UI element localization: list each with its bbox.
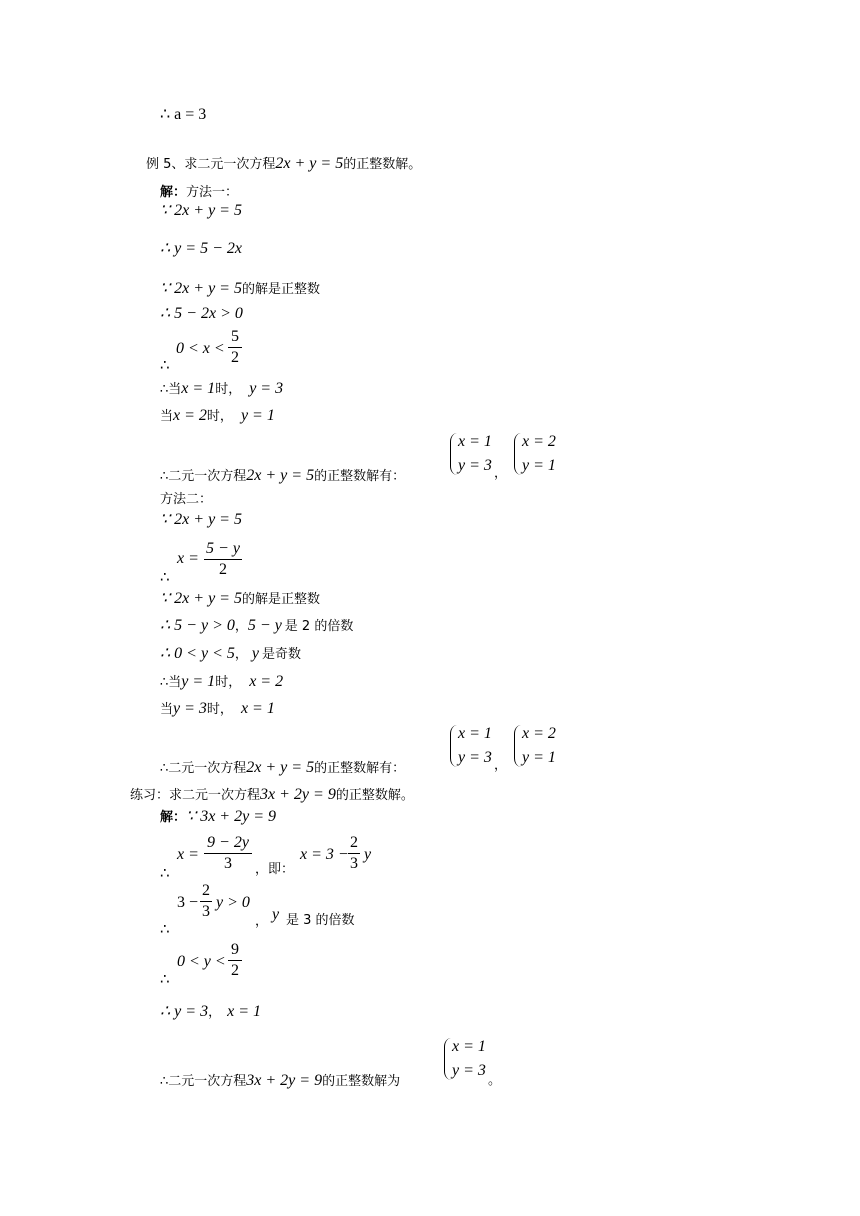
therefore-symbol: ∴	[160, 356, 170, 374]
fraction-bar	[348, 853, 360, 854]
left-brace	[450, 433, 457, 475]
fraction-bar	[204, 853, 252, 854]
fraction-numerator: 2	[202, 882, 210, 899]
system-row-2: y = 3	[452, 1062, 486, 1079]
example-5-prefix: 例 5、求二元一次方程	[146, 157, 276, 172]
m1-step-c-equation: ∵ 2x + y = 5	[160, 280, 242, 297]
practice-step-b-fraction	[204, 834, 252, 873]
line-a-equals-3: ∴ a = 3	[160, 106, 207, 123]
m2-step-g-prefix: 当	[160, 702, 174, 717]
m1-step-f-prefix: ∴当	[160, 382, 182, 397]
m2-conclusion	[160, 759, 405, 778]
m2-step-f-result: x = 2	[249, 673, 284, 690]
m2-step-d-inequality: ∴ 5 − y > 0	[160, 617, 235, 634]
fraction-numerator: 9 − 2y	[207, 834, 249, 851]
m1-step-f-mid: 时，	[215, 382, 242, 397]
m2-step-g-result: x = 1	[240, 700, 275, 717]
practice-conclusion	[160, 1072, 400, 1091]
m2-step-f	[160, 673, 283, 692]
m1-step-f-condition: x = 1	[181, 380, 216, 397]
method-two-label: 方法二：	[160, 492, 213, 507]
m1-step-f-result: y = 3	[249, 380, 284, 397]
m2-step-g-mid: 时，	[206, 702, 233, 717]
fraction-denominator: 2	[231, 962, 239, 979]
therefore-symbol: ∴	[160, 568, 170, 586]
practice-step-b-left: x =	[177, 846, 199, 863]
system-row-1: x = 1	[452, 1038, 486, 1055]
system-row-1: x = 1	[458, 433, 492, 450]
system-row-2: y = 1	[522, 749, 556, 766]
m2-step-e-variable: y	[251, 645, 259, 662]
m2-step-e-text: 是奇数	[262, 647, 302, 662]
practice-step-e-mid: ，	[208, 1005, 222, 1020]
system-row-2: y = 3	[458, 457, 492, 474]
m1-step-b: ∴ y = 5 − 2x	[160, 240, 242, 257]
m2-conclusion-prefix: ∴二元一次方程	[160, 761, 247, 776]
m2-conclusion-text: 的正整数解有：	[314, 761, 406, 776]
practice-heading	[130, 786, 414, 805]
m1-step-c-text: 的解是正整数	[241, 282, 320, 297]
m1-step-c	[160, 280, 320, 299]
solution-label: 解：	[160, 185, 187, 200]
m2-step-b-left: x =	[177, 550, 199, 567]
m2-step-d	[160, 617, 353, 636]
practice-step-c-text: 是 3 的倍数	[286, 913, 355, 928]
m1-step-g-result: y = 1	[240, 407, 275, 424]
fraction-numerator: 2	[350, 834, 358, 851]
left-brace	[514, 433, 521, 475]
example-5-equation: 2x + y = 5	[275, 155, 344, 172]
system-row-2: y = 1	[522, 457, 556, 474]
practice-conclusion-prefix: ∴二元一次方程	[160, 1074, 247, 1089]
practice-suffix: 的正整数解。	[335, 788, 414, 803]
m2-step-c	[160, 590, 320, 609]
m2-step-f-prefix: ∴当	[160, 675, 182, 690]
fraction-bar	[200, 901, 212, 902]
m1-step-a: ∵ 2x + y = 5	[160, 202, 242, 219]
practice-conclusion-text: 的正整数解为	[322, 1074, 401, 1089]
practice-step-e-result: x = 1	[227, 1003, 261, 1020]
system-row-1: x = 2	[522, 725, 556, 742]
solution-label: 解：	[160, 810, 187, 825]
practice-step-b2-right: y	[364, 846, 372, 863]
practice-step-c-variable: y	[272, 906, 280, 923]
m2-conclusion-equation: 2x + y = 5	[246, 759, 315, 776]
system-row-1: x = 1	[458, 725, 492, 742]
practice-prefix: 练习：求二元一次方程	[130, 788, 261, 803]
fraction-numerator: 5 − y	[206, 540, 240, 557]
fraction-denominator: 3	[224, 855, 232, 872]
practice-step-b2-left: x = 3 −	[300, 846, 349, 863]
m2-step-c-equation: ∵ 2x + y = 5	[160, 590, 242, 607]
therefore-symbol: ∴	[160, 970, 170, 988]
fraction-bar	[228, 347, 242, 348]
fraction-numerator: 5	[231, 328, 239, 345]
m1-step-g-condition: x = 2	[173, 407, 207, 424]
practice-step-e	[160, 1003, 261, 1022]
practice-step-c-left: 3 −	[177, 894, 199, 911]
m2-step-c-text: 的解是正整数	[241, 592, 320, 607]
m1-step-g	[160, 407, 275, 426]
therefore-symbol: ∴	[160, 864, 170, 882]
method-one-label: 方法一：	[186, 185, 239, 200]
m2-step-e-mid: ，	[234, 647, 248, 662]
m2-step-g-condition: y = 3	[173, 700, 207, 717]
m1-step-e-fraction	[228, 328, 242, 367]
practice-step-c-right: y > 0	[216, 894, 250, 911]
m2-step-f-condition: y = 1	[181, 673, 216, 690]
m2-step-e	[160, 645, 301, 664]
m1-step-f	[160, 380, 283, 399]
solution-method-one	[160, 183, 238, 202]
example-5-heading	[146, 155, 421, 174]
m1-conclusion-text: 的正整数解有：	[314, 469, 406, 484]
m2-step-d-expression: 5 − y	[247, 617, 282, 634]
m2-step-d-mid: ，	[234, 619, 248, 634]
comma: ，	[494, 466, 508, 481]
system-row-1: x = 2	[522, 433, 556, 450]
period: 。	[488, 1073, 502, 1088]
m1-conclusion-equation: 2x + y = 5	[246, 467, 315, 484]
practice-step-a	[160, 808, 276, 827]
m2-step-a: ∵ 2x + y = 5	[160, 511, 242, 528]
practice-step-b2-fraction	[348, 834, 360, 873]
m2-step-g	[160, 700, 275, 719]
practice-step-c-fraction	[200, 882, 212, 921]
m2-step-d-text: 是 2 的倍数	[284, 619, 354, 634]
m1-step-g-prefix: 当	[160, 409, 174, 424]
comma: ，	[494, 758, 508, 773]
fraction-bar	[204, 559, 242, 560]
fraction-denominator: 2	[231, 349, 239, 366]
practice-step-b-mid: ，即：	[255, 862, 295, 877]
m1-conclusion-prefix: ∴二元一次方程	[160, 469, 247, 484]
m1-step-d: ∴ 5 − 2x > 0	[160, 305, 243, 322]
therefore-symbol: ∴	[160, 920, 170, 938]
system-row-2: y = 3	[458, 749, 492, 766]
m1-step-g-mid: 时，	[206, 409, 233, 424]
practice-step-d-fraction	[228, 941, 242, 980]
practice-step-a-equation: ∵ 3x + 2y = 9	[186, 808, 276, 825]
fraction-numerator: 9	[231, 941, 239, 958]
m2-step-f-mid: 时，	[215, 675, 242, 690]
practice-equation: 3x + 2y = 9	[260, 786, 336, 803]
practice-step-d-left: 0 < y <	[177, 953, 226, 970]
practice-step-c-mid: ，	[255, 914, 269, 929]
left-brace	[450, 725, 457, 767]
m2-step-e-inequality: ∴ 0 < y < 5	[160, 645, 235, 662]
m1-step-e-left: 0 < x <	[176, 340, 225, 357]
m2-step-b-fraction	[204, 540, 242, 579]
fraction-denominator: 3	[350, 855, 358, 872]
m1-conclusion	[160, 467, 405, 486]
left-brace	[444, 1038, 451, 1080]
fraction-denominator: 2	[219, 561, 227, 578]
fraction-denominator: 3	[202, 903, 210, 920]
practice-conclusion-equation: 3x + 2y = 9	[246, 1072, 323, 1089]
fraction-bar	[228, 960, 242, 961]
left-brace	[514, 725, 521, 767]
practice-step-e-equation: ∴ y = 3	[160, 1003, 209, 1020]
example-5-suffix: 的正整数解。	[343, 157, 422, 172]
